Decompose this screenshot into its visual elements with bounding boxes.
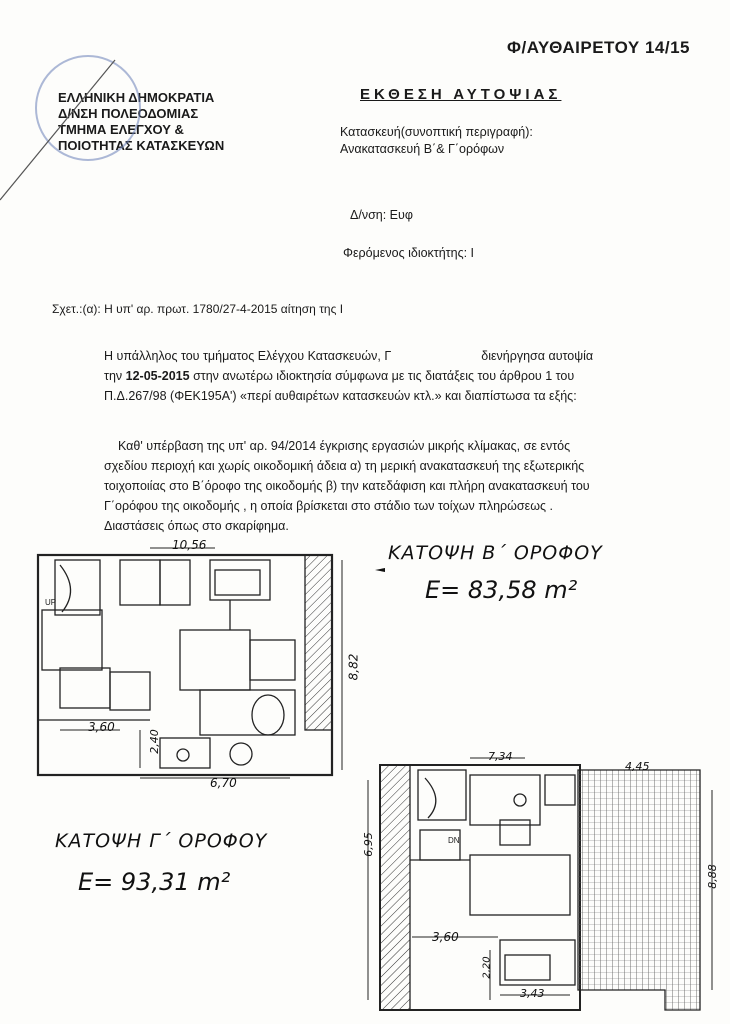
construction-desc: Ανακατασκευή Β΄& Γ΄ορόφων (340, 142, 505, 156)
floor-b-area: E= 83,58 m² (425, 576, 578, 604)
fold-line (0, 60, 115, 200)
balcony-hatch (305, 555, 332, 730)
floor-c-plan (380, 765, 700, 1010)
plan-label: DN (448, 836, 460, 845)
dim-label: 10,56 (172, 538, 207, 552)
floor-b-title: ΚΑΤΟΨΗ Β΄ ΟΡΟΦΟΥ (388, 542, 603, 564)
side-hatch (380, 765, 410, 1010)
dim-label: 7,34 (488, 750, 513, 763)
floor-c-area: E= 93,31 m² (78, 868, 231, 896)
arrow-icon (375, 568, 385, 572)
authority-line: ΠΟΙΟΤΗΤΑΣ ΚΑΤΑΣΚΕΥΩΝ (58, 138, 225, 153)
para-line: τοιχοποιίας στο Β΄όροφο της οικοδομής β) την κατεδάφιση και πλήρη ανακατασκευή του (104, 479, 590, 493)
dim-label: 3,43 (520, 987, 545, 1000)
dim-label: 4,45 (625, 760, 650, 773)
para-line: σχεδίου περιοχή και χωρίς οικοδομική άδεια α) τη μερική ανακατασκευή της εξωτερικής (104, 459, 585, 473)
document-title: ΕΚΘΕΣΗ ΑΥΤΟΨΙΑΣ (360, 86, 562, 103)
reference-number: Φ/ΑΥΘΑΙΡΕΤΟΥ 14/15 (507, 38, 690, 57)
authority-line: ΕΛΛΗΝΙΚΗ ΔΗΜΟΚΡΑΤΙΑ (58, 90, 215, 105)
dim-label: 8,82 (346, 653, 361, 681)
dim-label: 6,70 (210, 776, 237, 790)
authority-line: ΤΜΗΜΑ ΕΛΕΓΧΟΥ & (58, 122, 184, 137)
floor-c-title: ΚΑΤΟΨΗ Γ΄ ΟΡΟΦΟΥ (55, 830, 268, 852)
para-line: Διαστάσεις όπως στο σκαρίφημα. (104, 519, 289, 533)
construction-label: Κατασκευή(συνοπτική περιγραφή): (340, 125, 533, 139)
plan-label: UP (45, 598, 57, 607)
dim-label: 3,60 (88, 720, 115, 734)
para-line: Η υπάλληλος του τμήματος Ελέγχου Κατασκευών, Γ διενήργησα αυτοψία (104, 349, 594, 363)
authority-line: Δ/ΝΣΗ ΠΟΛΕΟΔΟΜΙΑΣ (58, 106, 199, 121)
inspection-date: 12-05-2015 (125, 369, 190, 383)
floor-b-plan (38, 555, 332, 775)
dim-label: 2,40 (147, 729, 161, 754)
directorate: Δ/νση: Ευφ (350, 208, 413, 222)
dim-label: 3,60 (432, 930, 459, 944)
reference-line: Σχετ.:(α): Η υπ' αρ. πρωτ. 1780/27-4-2015 αίτηση της Ι (52, 302, 344, 316)
dim-label: 8,88 (705, 864, 719, 889)
dim-label: 2,20 (481, 956, 493, 979)
para-line: Γ΄ορόφου της οικοδομής , η οποία βρίσκεται στο στάδιο των τοίχων πληρώσεως . (104, 499, 553, 513)
official-stamp (36, 56, 140, 160)
owner: Φερόμενος ιδιοκτήτης: Ι (343, 246, 475, 260)
roof-area (578, 770, 700, 1010)
para-line: Π.Δ.267/98 (ΦΕΚ195Α') «περί αυθαιρέτων κατασκευών κτλ.» και διαπίστωσα τα εξής: (104, 389, 577, 403)
para-line: την 12-05-2015 στην ανωτέρω ιδιοκτησία σύμφωνα με τις διατάξεις του άρθρου 1 του (104, 369, 575, 383)
para-line: Καθ' υπέρβαση της υπ' αρ. 94/2014 έγκρισης εργασιών μικρής κλίμακας, σε εντός (118, 439, 571, 453)
dim-label: 6,95 (361, 832, 375, 857)
